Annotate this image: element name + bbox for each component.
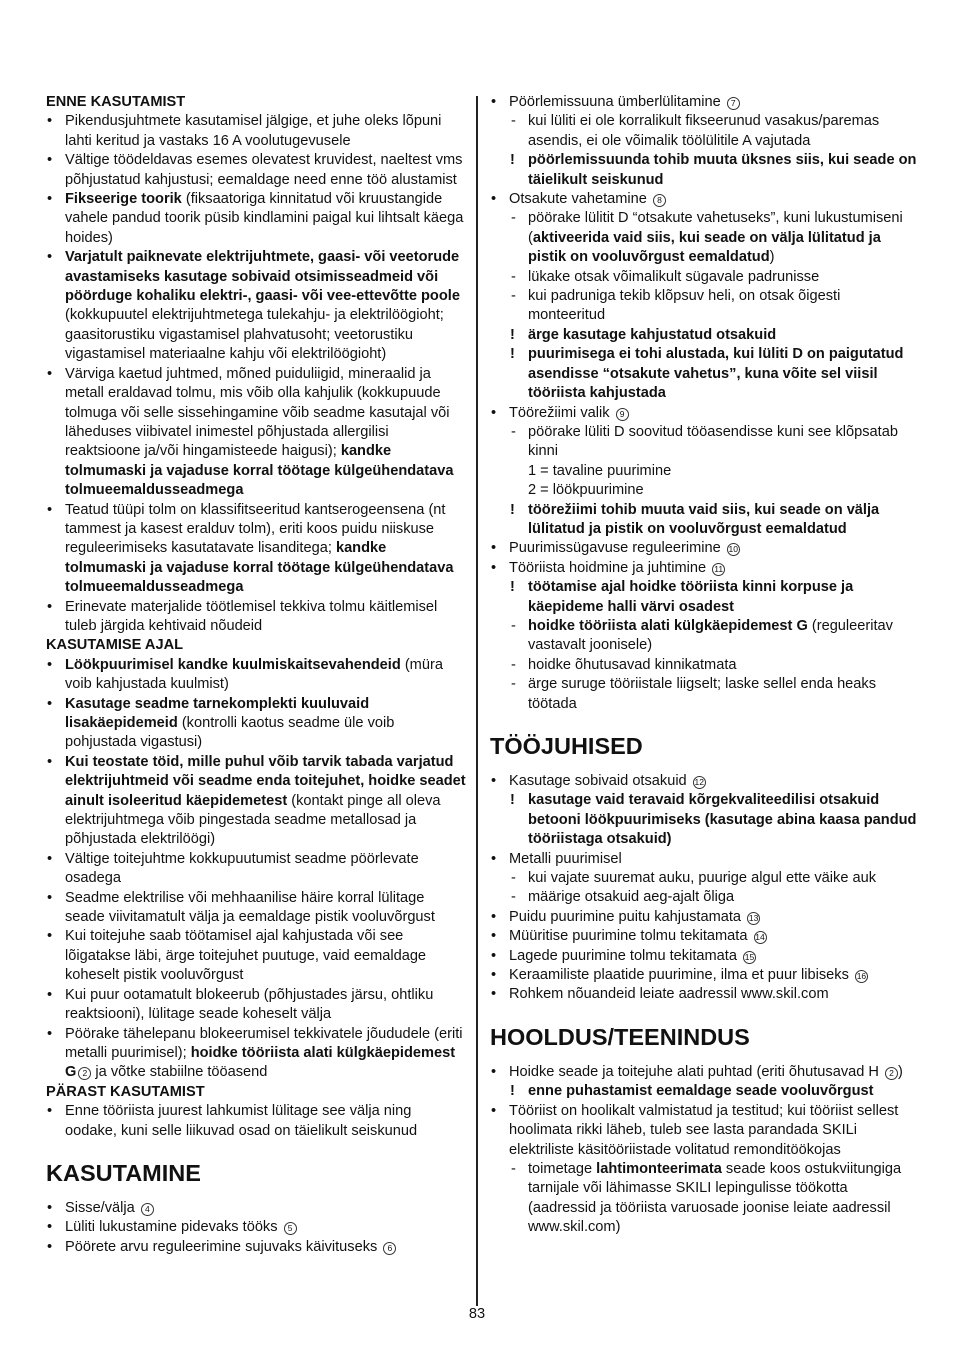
figure-ref-number: 2 bbox=[885, 1067, 898, 1080]
warning-item bbox=[490, 578, 918, 617]
bullet-marker: • bbox=[47, 365, 53, 382]
warning-marker: ! bbox=[510, 326, 515, 343]
text: Vältige töödeldavas esemes olevatest kruvidest, naeltest vms põhjustatud kahjustusi; eemaldage need enne töö alustamist bbox=[65, 152, 463, 188]
bullet-marker: • bbox=[491, 191, 497, 208]
text: Erinevate materjalide töötlemisel tekkiva tolmu käitlemisel tuleb järgida kehtivaid nõudeid bbox=[65, 598, 438, 634]
bullet-marker: • bbox=[47, 598, 53, 615]
dash-item bbox=[490, 423, 918, 462]
text: Hoidke seade ja toitejuhe alati puhtad (eriti õhutusavad H bbox=[509, 1063, 884, 1080]
list-text bbox=[490, 481, 918, 500]
bullet-item bbox=[490, 190, 918, 209]
bullet-item bbox=[490, 772, 918, 791]
right-column bbox=[490, 93, 918, 1238]
bullet-item bbox=[46, 501, 466, 598]
figure-ref-number: 13 bbox=[748, 912, 759, 923]
section-subheading: ENNE KASUTAMIST bbox=[46, 94, 186, 110]
bold-text: lahtimonteerimata bbox=[596, 1160, 722, 1177]
bold-text: kandke tolmumaski ja vajaduse korral töötage külgeühendatava tolmueemaldusseadmega bbox=[65, 443, 454, 499]
column-divider bbox=[476, 96, 478, 1306]
bullet-item bbox=[46, 850, 466, 889]
figure-ref-number: 11 bbox=[712, 563, 725, 576]
bullet-marker: • bbox=[47, 501, 53, 518]
dash-marker: - bbox=[511, 889, 516, 906]
text: 2 = löökpuurimine bbox=[528, 482, 644, 499]
bullet-item bbox=[490, 1063, 918, 1082]
dash-item bbox=[490, 617, 918, 656]
bullet-item bbox=[46, 753, 466, 850]
text: (fiksaatoriga kinnitatud või kruustangide vahele pandud toorik püsib kindlamini paigal kui lihtsalt käega hoides) bbox=[65, 191, 464, 246]
text: Rohkem nõuandeid leiate aadressil www.skil.com bbox=[509, 986, 829, 1003]
dash-item bbox=[490, 675, 918, 714]
bold-text: aktiveerida vaid siis, kui seade on välja lülitatud ja pistik on vooluvõrgust eemaldatud bbox=[528, 229, 881, 266]
text: (müra voib kahjustada kuulmist) bbox=[65, 656, 443, 693]
dash-item bbox=[490, 112, 918, 151]
bullet-marker: • bbox=[47, 1103, 53, 1120]
text: kui vajate suuremat auku, puurige algul ette väike auk bbox=[528, 870, 877, 887]
bullet-marker: • bbox=[491, 404, 497, 421]
text: Enne tööriista juurest lahkumist lülitage see välja ning oodake, kuni selle liikuvad osad on täielikult seiskunud bbox=[65, 1103, 418, 1139]
bullet-item bbox=[46, 151, 466, 190]
dash-marker: - bbox=[511, 617, 516, 634]
figure-ref-number: 12 bbox=[694, 777, 704, 787]
text: lükake otsak võimalikult sügavale padrunisse bbox=[528, 268, 820, 285]
bullet-marker: • bbox=[491, 1063, 497, 1080]
figure-ref-number: 16 bbox=[856, 971, 867, 982]
text: 1 = tavaline puurimine bbox=[528, 462, 672, 479]
bold-text: Fikseerige toorik bbox=[65, 191, 182, 208]
text: Sisse/välja bbox=[65, 1199, 139, 1216]
bullet-marker: • bbox=[491, 908, 497, 925]
dash-item bbox=[490, 888, 918, 907]
section-heading: HOOLDUS/TEENINDUS bbox=[490, 1023, 750, 1050]
bullet-marker: • bbox=[491, 94, 497, 110]
dash-item bbox=[490, 209, 918, 267]
bullet-item bbox=[46, 1025, 466, 1083]
warning-item bbox=[490, 1082, 918, 1101]
text: (reguleeritav vastavalt joonisele) bbox=[528, 617, 893, 654]
text: ) bbox=[769, 249, 775, 266]
dash-marker: - bbox=[511, 210, 516, 227]
text: Müüritise puurimine tolmu tekitamata bbox=[509, 928, 752, 945]
bold-text: Kui teostate töid, mille puhul võib tarvik tabada varjatud elektrijuhtmeid või seadme enda toitejuhet, hoidke seadet ainult isoleeritud käepidemetest bbox=[65, 753, 466, 809]
text: (kokkupuutel elektrijuhtmetega tulekahju- ja elektrilöögioht; gaasitorustiku vigastamisel plahvatusoht; veetorustiku vigastamisel materiaalne kahju või elektrilöögioht) bbox=[65, 307, 444, 363]
bold-text: Löökpuurimisel kandke kuulmiskaitsevahendeid bbox=[65, 656, 401, 673]
bullet-marker: • bbox=[491, 773, 497, 789]
text: Pöörake tähelepanu blokeerumisel tekkivatele jõududele (eriti metalli puurimisel); bbox=[65, 1025, 463, 1061]
bullet-marker: • bbox=[47, 1219, 53, 1236]
text: Teatud tüüpi tolm on klassifitseeritud kantserogeensena (nt tammest ja kasest eralduv tolm), eriti koos puidu niiskuse reguleerimiseks kasutatavate lisanditega; bbox=[65, 501, 446, 557]
bullet-item bbox=[46, 1199, 466, 1218]
bold-text: kandke tolmumaski ja vajaduse korral töötage külgeühendatava tolmueemaldusseadmega bbox=[65, 540, 454, 596]
bullet-marker: • bbox=[47, 889, 53, 906]
text: Tööriist on hoolikalt valmistatud ja testitud; kui tööriist sellest hoolimata rikki läheb, tuleb see lasta parandada SKILi elektriliste käsitööriistade volitatud remonditöökojas bbox=[509, 1102, 899, 1158]
text: Otsakute vahetamine bbox=[509, 191, 651, 208]
dash-marker: - bbox=[511, 288, 516, 305]
bullet-marker: • bbox=[47, 1238, 53, 1255]
bullet-marker: • bbox=[47, 113, 53, 130]
dash-marker: - bbox=[511, 113, 516, 130]
text: töörežiimi tohib muuta vaid siis, kui seade on välja lülitatud ja pistik on vooluvõrgust eemaldatud bbox=[528, 501, 880, 537]
bullet-marker: • bbox=[491, 967, 497, 984]
bullet-item bbox=[490, 947, 918, 966]
figure-ref-number: 2 bbox=[78, 1067, 91, 1080]
figure-ref-number: 10 bbox=[728, 544, 738, 555]
figure-ref-number: 9 bbox=[616, 408, 629, 421]
text: ja võtke stabiilne tööasend bbox=[91, 1064, 268, 1081]
bold-text: Varjatult paiknevate elektrijuhtmete, gaasi- või veetorude avastamiseks kasutage sobivaid otsimisseadmeid või pöörduge kohaliku elektri-, gaasi- või vee-ettevõtte poole bbox=[65, 249, 460, 305]
section-heading: TÖÖJUHISED bbox=[490, 733, 643, 759]
bullet-item bbox=[46, 695, 466, 753]
bullet-marker: • bbox=[47, 753, 53, 770]
warning-item bbox=[490, 345, 918, 403]
warning-marker: ! bbox=[510, 579, 515, 596]
bullet-item bbox=[46, 1238, 466, 1257]
bullet-item bbox=[490, 404, 918, 423]
bullet-item bbox=[46, 1102, 466, 1141]
bullet-item bbox=[46, 927, 466, 985]
text: kasutage vaid teravaid kõrgekvaliteedilisi otsakuid betooni löökpuurimiseks (kasutage abina kaasa pandud tööriistaga otsakuid) bbox=[528, 792, 917, 848]
text: (kontrolli kaotus seadme üle voib pohjustada vigastusi) bbox=[65, 715, 395, 751]
dash-marker: - bbox=[511, 870, 516, 887]
bullet-item bbox=[46, 598, 466, 637]
text: Puidu puurimine puitu kahjustamata bbox=[509, 908, 746, 925]
text: Kasutage sobivaid otsakuid bbox=[509, 773, 691, 789]
text: enne puhastamist eemaldage seade vooluvõrgust bbox=[528, 1083, 874, 1100]
text: (kontakt pinge all oleva elektrijuhtmega võib pingestada seadme metallosad ja põhjustada elektrilöögi) bbox=[65, 792, 441, 848]
bullet-item bbox=[490, 539, 918, 558]
bullet-item bbox=[490, 985, 918, 1004]
bullet-marker: • bbox=[491, 1102, 497, 1119]
figure-ref-number: 4 bbox=[141, 1203, 154, 1216]
bullet-marker: • bbox=[47, 656, 53, 673]
text: Pöörlemissuuna ümberlülitamine bbox=[509, 94, 725, 110]
text: Tööriista hoidmine ja juhtimine bbox=[509, 559, 711, 576]
text: ärge suruge tööriistale liigselt; laske sellel enda heaks töötada bbox=[528, 676, 877, 712]
bullet-marker: • bbox=[491, 559, 497, 576]
section-heading: KASUTAMINE bbox=[46, 1159, 201, 1186]
bullet-marker: • bbox=[491, 540, 497, 557]
text: Kui toitejuhe saab töötamisel ajal kahjustada või see lõigatakse läbi, ärge toitejuhet puutuge, vaid eemaldage koheselt pistik vooluvõrgust bbox=[65, 928, 427, 984]
bullet-item bbox=[46, 656, 466, 695]
bullet-item bbox=[490, 1102, 918, 1160]
figure-ref-number: 5 bbox=[284, 1222, 297, 1235]
warning-item bbox=[490, 791, 918, 849]
bullet-item bbox=[46, 889, 466, 928]
text: Puurimissügavuse reguleerimine bbox=[509, 540, 725, 557]
figure-ref-number: 8 bbox=[653, 194, 666, 207]
bullet-item bbox=[46, 190, 466, 248]
warning-marker: ! bbox=[510, 152, 515, 169]
warning-marker: ! bbox=[510, 1083, 515, 1100]
text: seade koos ostukviitungiga tarnijale või lähimasse SKILI lepingulisse töökotta (aadressid ja tööriista varuosade joonise leiate aadressil www.skil.com) bbox=[528, 1160, 902, 1236]
bullet-marker: • bbox=[47, 191, 53, 208]
bullet-marker: • bbox=[491, 850, 497, 867]
text: töötamise ajal hoidke tööriista kinni korpuse ja käepideme halli värvi osadest bbox=[528, 579, 854, 615]
bullet-marker: • bbox=[47, 986, 53, 1003]
text: puurimisega ei tohi alustada, kui lüliti D on paigutatud asendisse “otsakute vahetus”, kuna võite sel viisil tööriista kahjustada bbox=[528, 346, 904, 402]
bullet-marker: • bbox=[491, 986, 497, 1003]
figure-ref-number: 14 bbox=[755, 932, 765, 943]
text: kui lüliti ei ole korralikult fikseerunud vasakus/paremas asendis, ei ole võimalik töölülitile A vajutada bbox=[528, 113, 880, 149]
bullet-marker: • bbox=[47, 695, 53, 712]
bullet-item bbox=[46, 112, 466, 151]
dash-item bbox=[490, 656, 918, 675]
bullet-item bbox=[46, 248, 466, 364]
section-subheading: PÄRAST KASUTAMIST bbox=[46, 1083, 205, 1100]
bullet-marker: • bbox=[47, 1025, 53, 1042]
bullet-marker: • bbox=[47, 152, 53, 169]
text: kui padruniga tekib klõpsuv heli, on otsak õigesti monteeritud bbox=[528, 288, 841, 324]
text: määrige otsakuid aeg-ajalt õliga bbox=[528, 889, 735, 906]
text: Metalli puurimisel bbox=[509, 850, 622, 867]
text: ärge kasutage kahjustatud otsakuid bbox=[528, 326, 777, 343]
dash-marker: - bbox=[511, 1160, 516, 1177]
text: pöörlemissuunda tohib muuta üksnes siis, kui seade on täielikult seiskunud bbox=[528, 152, 917, 188]
text: Pöörete arvu reguleerimine sujuvaks käivituseks bbox=[65, 1238, 382, 1255]
dash-marker: - bbox=[511, 268, 516, 285]
bold-text: Kasutage seadme tarnekomplekti kuuluvaid lisakäepidemeid bbox=[65, 695, 370, 731]
figure-ref-number: 6 bbox=[383, 1242, 396, 1255]
list-text bbox=[490, 462, 918, 481]
text: pöörake lülitit D “otsakute vahetuseks”, kuni lukustumiseni ( bbox=[528, 210, 903, 246]
text: ) bbox=[898, 1063, 903, 1080]
page-number: 83 bbox=[468, 1306, 486, 1322]
text: Vältige toitejuhtme kokkupuutumist seadme pöörlevate osadega bbox=[65, 850, 419, 887]
section-subheading: KASUTAMISE AJAL bbox=[46, 637, 184, 654]
warning-marker: ! bbox=[510, 501, 515, 518]
figure-ref-number: 7 bbox=[727, 97, 740, 110]
text: pöörake lüliti D soovitud tööasendisse kuni see klõpsatab kinni bbox=[528, 423, 898, 460]
dash-item bbox=[490, 287, 918, 326]
left-column bbox=[46, 93, 466, 1257]
text: Värviga kaetud juhtmed, mõned puiduliigid, mineraalid ja metall eraldavad tolmu, mis võib olla kahjulik (kokkupuude tolmuga või selle sissehingamine võib seadme kasutajal või läheduses viibivatel inimestel põhjustada allergilisi reaktsioone ja/või hingamisteede haigusi); bbox=[65, 365, 450, 460]
bullet-item bbox=[46, 986, 466, 1025]
bullet-item bbox=[490, 559, 918, 578]
figure-ref-number: 15 bbox=[744, 951, 755, 962]
dash-item bbox=[490, 869, 918, 888]
bullet-item bbox=[490, 908, 918, 927]
text: toimetage bbox=[528, 1160, 597, 1177]
bullet-item bbox=[46, 1218, 466, 1237]
bullet-item bbox=[490, 927, 918, 946]
text: hoidke õhutusavad kinnikatmata bbox=[528, 656, 737, 673]
bold-text: hoidke tööriista alati külgkäepidemest G bbox=[65, 1044, 456, 1081]
bullet-marker: • bbox=[491, 947, 497, 964]
text: Seadme elektrilise või mehhaanilise häire korral lülitage seade viivitamatult välja ja eemaldage pistik vooluvõrgust bbox=[65, 889, 435, 926]
bullet-item bbox=[490, 966, 918, 985]
dash-marker: - bbox=[511, 423, 516, 440]
bullet-marker: • bbox=[47, 1199, 53, 1216]
warning-item bbox=[490, 501, 918, 540]
bullet-marker: • bbox=[47, 928, 53, 945]
bullet-item bbox=[490, 93, 918, 112]
bullet-marker: • bbox=[47, 249, 53, 266]
text: Töörežiimi valik bbox=[509, 404, 614, 421]
warning-item bbox=[490, 326, 918, 345]
bullet-marker: • bbox=[47, 850, 53, 867]
bullet-item bbox=[490, 850, 918, 869]
dash-marker: - bbox=[511, 656, 516, 673]
warning-item bbox=[490, 151, 918, 190]
text: Pikendusjuhtmete kasutamisel jälgige, et juhe oleks lõpuni lahti keritud ja vastaks 16 A voolutugevusele bbox=[65, 113, 442, 149]
bold-text: hoidke tööriista alati külgkäepidemest G bbox=[528, 617, 808, 634]
text: Lagede puurimine tolmu tekitamata bbox=[509, 947, 742, 964]
bullet-marker: • bbox=[491, 928, 497, 945]
bullet-item bbox=[46, 365, 466, 501]
dash-item bbox=[490, 268, 918, 287]
text: Lüliti lukustamine pidevaks tööks bbox=[65, 1219, 282, 1236]
text: Keraamiliste plaatide puurimine, ilma et puur libiseks bbox=[509, 967, 853, 984]
text: Kui puur ootamatult blokeerub (põhjustades järsu, ohtliku reaktsiooni), lülitage seade koheselt välja bbox=[65, 986, 434, 1023]
warning-marker: ! bbox=[510, 346, 515, 363]
dash-item bbox=[490, 1160, 918, 1238]
warning-marker: ! bbox=[510, 792, 515, 809]
dash-marker: - bbox=[511, 676, 516, 693]
